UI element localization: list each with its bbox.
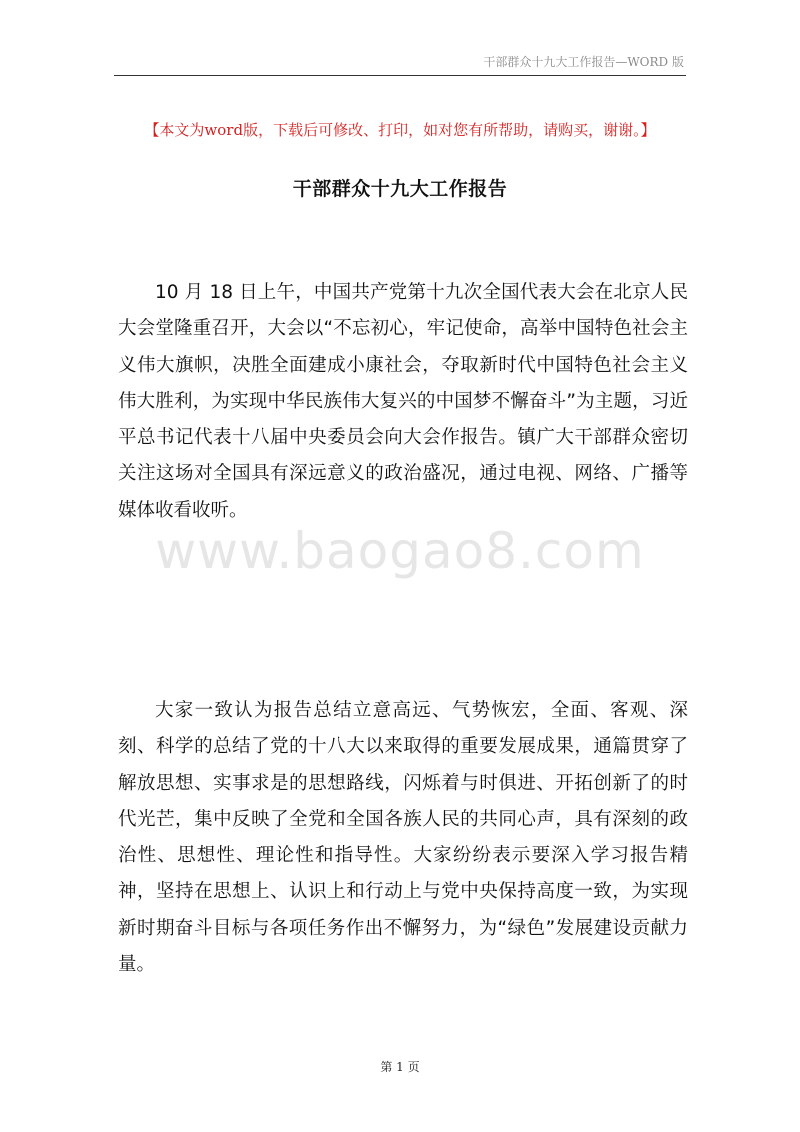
watermark: www.baogao8.com xyxy=(155,522,645,580)
paragraph-2: 大家一致认为报告总结立意高远、气势恢宏，全面、客观、深刻、科学的总结了党的十八大以来取得的重要发展成果，通篇贯穿了解放思想、实事求是的思想路线，闪烁着与时俱进、开拓创新了的时代光芒，集中反映了全党和全国各族人民的共同心声，具有深刻的政治性、思想性、理论性和指导性。大家纷纷表示要深入学习报告精神，坚持在思想上、认识上和行动上与党中央保持高度一致，为实现新时期奋斗目标与各项任务作出不懈努力，为“绿色”发展建设贡献力量。 xyxy=(118,700,688,976)
page-number: 第 1 页 xyxy=(380,1060,420,1074)
paragraph-1: 10 月 18 日上午，中国共产党第十九次全国代表大会在北京人民大会堂隆重召开，大会以“不忘初心，牢记使命，高举中国特色社会主义伟大旗帜，决胜全面建成小康社会，夺取新时代中国特色社会主义伟大胜利，为实现中华民族伟大复兴的中国梦不懈奋斗”为主题，习近平总书记代表十八届中央委员会向大会作报告。镇广大干部群众密切关注这场对全国具有深远意义的政治盛况，通过电视、网络、广播等媒体收看收听。 xyxy=(118,282,688,521)
header-divider xyxy=(114,75,686,76)
running-header: 干部群众十九大工作报告—WORD 版 xyxy=(483,55,684,69)
document-title: 干部群众十九大工作报告 xyxy=(292,178,508,200)
purchase-notice: 【本文为word版，下载后可修改、打印，如对您有所帮助，请购买，谢谢。】 xyxy=(144,121,656,139)
